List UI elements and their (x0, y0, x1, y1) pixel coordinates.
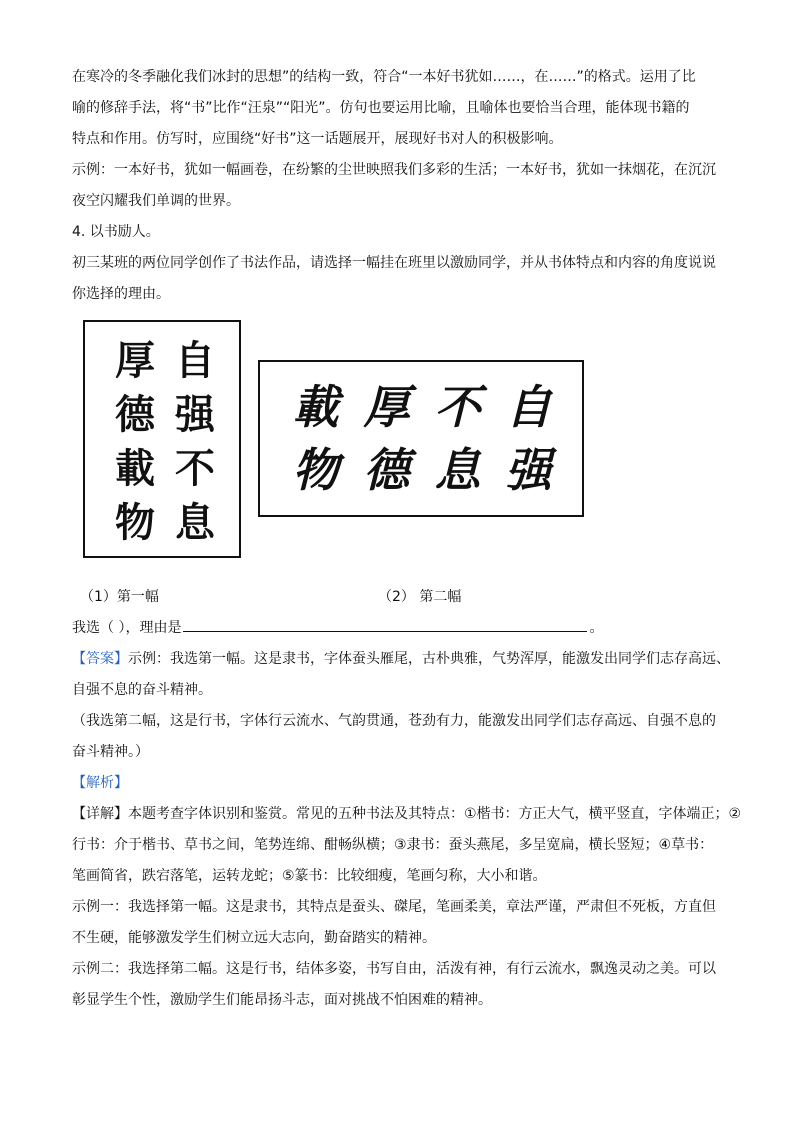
answer-blank[interactable] (183, 617, 587, 632)
calligraphy-work-2 (258, 360, 584, 517)
answer-line-2: 自强不息的奋斗精神。 (72, 682, 212, 698)
analysis-line-7: 彰显学生个性，激励学生们能昂扬斗志，面对挑战不怕困难的精神。 (72, 992, 492, 1008)
calligraphy-work-1 (83, 320, 241, 558)
analysis-text-1: 本题考查字体识别和鉴赏。常见的五种书法及其特点：①楷书：方正大气，横平竖直，字体端正；② (128, 806, 742, 822)
answer-label: 【答案】 (72, 651, 128, 667)
analysis-line-3: 笔画简省，跌宕落笔，运转龙蛇；⑤篆书：比较细瘦，笔画匀称，大小和谐。 (72, 868, 547, 884)
calli1-char: 自 (175, 337, 215, 384)
calli2-char: 厚 (363, 380, 410, 434)
calli2-char: 息 (434, 443, 481, 497)
calli2-char: 不 (434, 380, 481, 434)
calli2-char: 强 (505, 443, 552, 497)
intro-line-3: 特点和作用。仿写时，应围绕“好书”这一话题展开，展现好书对人的积极影响。 (72, 131, 563, 147)
answer-fill-prefix: 我选（ ），理由是 (72, 620, 182, 636)
calli1-char: 物 (115, 499, 155, 546)
document-page (72, 62, 742, 1016)
calli1-char: 厚 (115, 337, 155, 384)
answer-fill-suffix: 。 (589, 620, 604, 636)
answer-fill-line (72, 613, 732, 644)
calli1-char: 不 (175, 445, 215, 492)
question-title: 4. 以书励人。 (72, 224, 160, 240)
calli2-char: 物 (292, 443, 339, 497)
question-prompt-2: 你选择的理由。 (72, 286, 170, 302)
answer-text-1: 示例：我选第一幅。这是隶书，字体蚕头雁尾，古朴典雅，气势浑厚，能激发出同学们志存高远、 (128, 651, 730, 667)
analysis-line-6: 示例二：我选择第二幅。这是行书，结体多姿，书写自由，活泼有神，有行云流水，飘逸灵动之美。可以 (72, 961, 716, 977)
calli2-char: 載 (292, 380, 339, 434)
analysis-line-1 (72, 799, 742, 830)
analysis-line-4: 示例一：我选择第一幅。这是隶书，其特点是蚕头、磔尾，笔画柔美，章法严谨，严肃但不死板，方直但 (72, 899, 716, 915)
question-prompt-1: 初三某班的两位同学创作了书法作品，请选择一幅挂在班里以激励同学，并从书体特点和内容的角度说说 (72, 255, 716, 271)
answer-line-1 (72, 644, 732, 675)
calli1-char: 息 (175, 499, 215, 546)
analysis-label: 【解析】 (72, 775, 128, 791)
detail-label: 【详解】 (72, 806, 128, 822)
calli2-char: 自 (505, 380, 552, 434)
analysis-heading (72, 768, 732, 799)
calli1-char: 强 (175, 391, 215, 438)
intro-line-4: 示例：一本好书，犹如一幅画卷，在纷繁的尘世映照我们多彩的生活；一本好书，犹如一抹烟花，在沉沉 (72, 162, 716, 178)
analysis-line-5: 不生硬，能够激发学生们树立远大志向，勤奋踏实的精神。 (72, 930, 436, 946)
calli1-char: 載 (115, 445, 155, 492)
figure-captions (72, 582, 732, 613)
calli2-char: 德 (363, 443, 410, 497)
calligraphy-figures (72, 320, 732, 582)
calli1-char: 德 (115, 391, 155, 438)
answer-line-4: 奋斗精神。） (72, 744, 149, 760)
intro-line-5: 夜空闪耀我们单调的世界。 (72, 193, 240, 209)
caption-work-2: （2） 第二幅 (378, 589, 462, 605)
caption-work-1: （1）第一幅 (80, 589, 159, 605)
intro-line-2: 喻的修辞手法，将“书”比作“汪泉”“阳光”。仿句也要运用比喻，且喻体也要恰当合理，能体现书籍的 (72, 100, 690, 116)
analysis-line-2: 行书：介于楷书、草书之间，笔势连绵、酣畅纵横；③隶书：蚕头燕尾，多呈宽扁，横长竖短；④草书： (72, 837, 714, 853)
intro-line-1: 在寒冷的冬季融化我们冰封的思想”的结构一致，符合“一本好书犹如……，在……”的格式。运用了比 (72, 69, 696, 85)
answer-line-3: （我选第二幅，这是行书，字体行云流水、气韵贯通，苍劲有力，能激发出同学们志存高远、自强不息的 (72, 713, 716, 729)
